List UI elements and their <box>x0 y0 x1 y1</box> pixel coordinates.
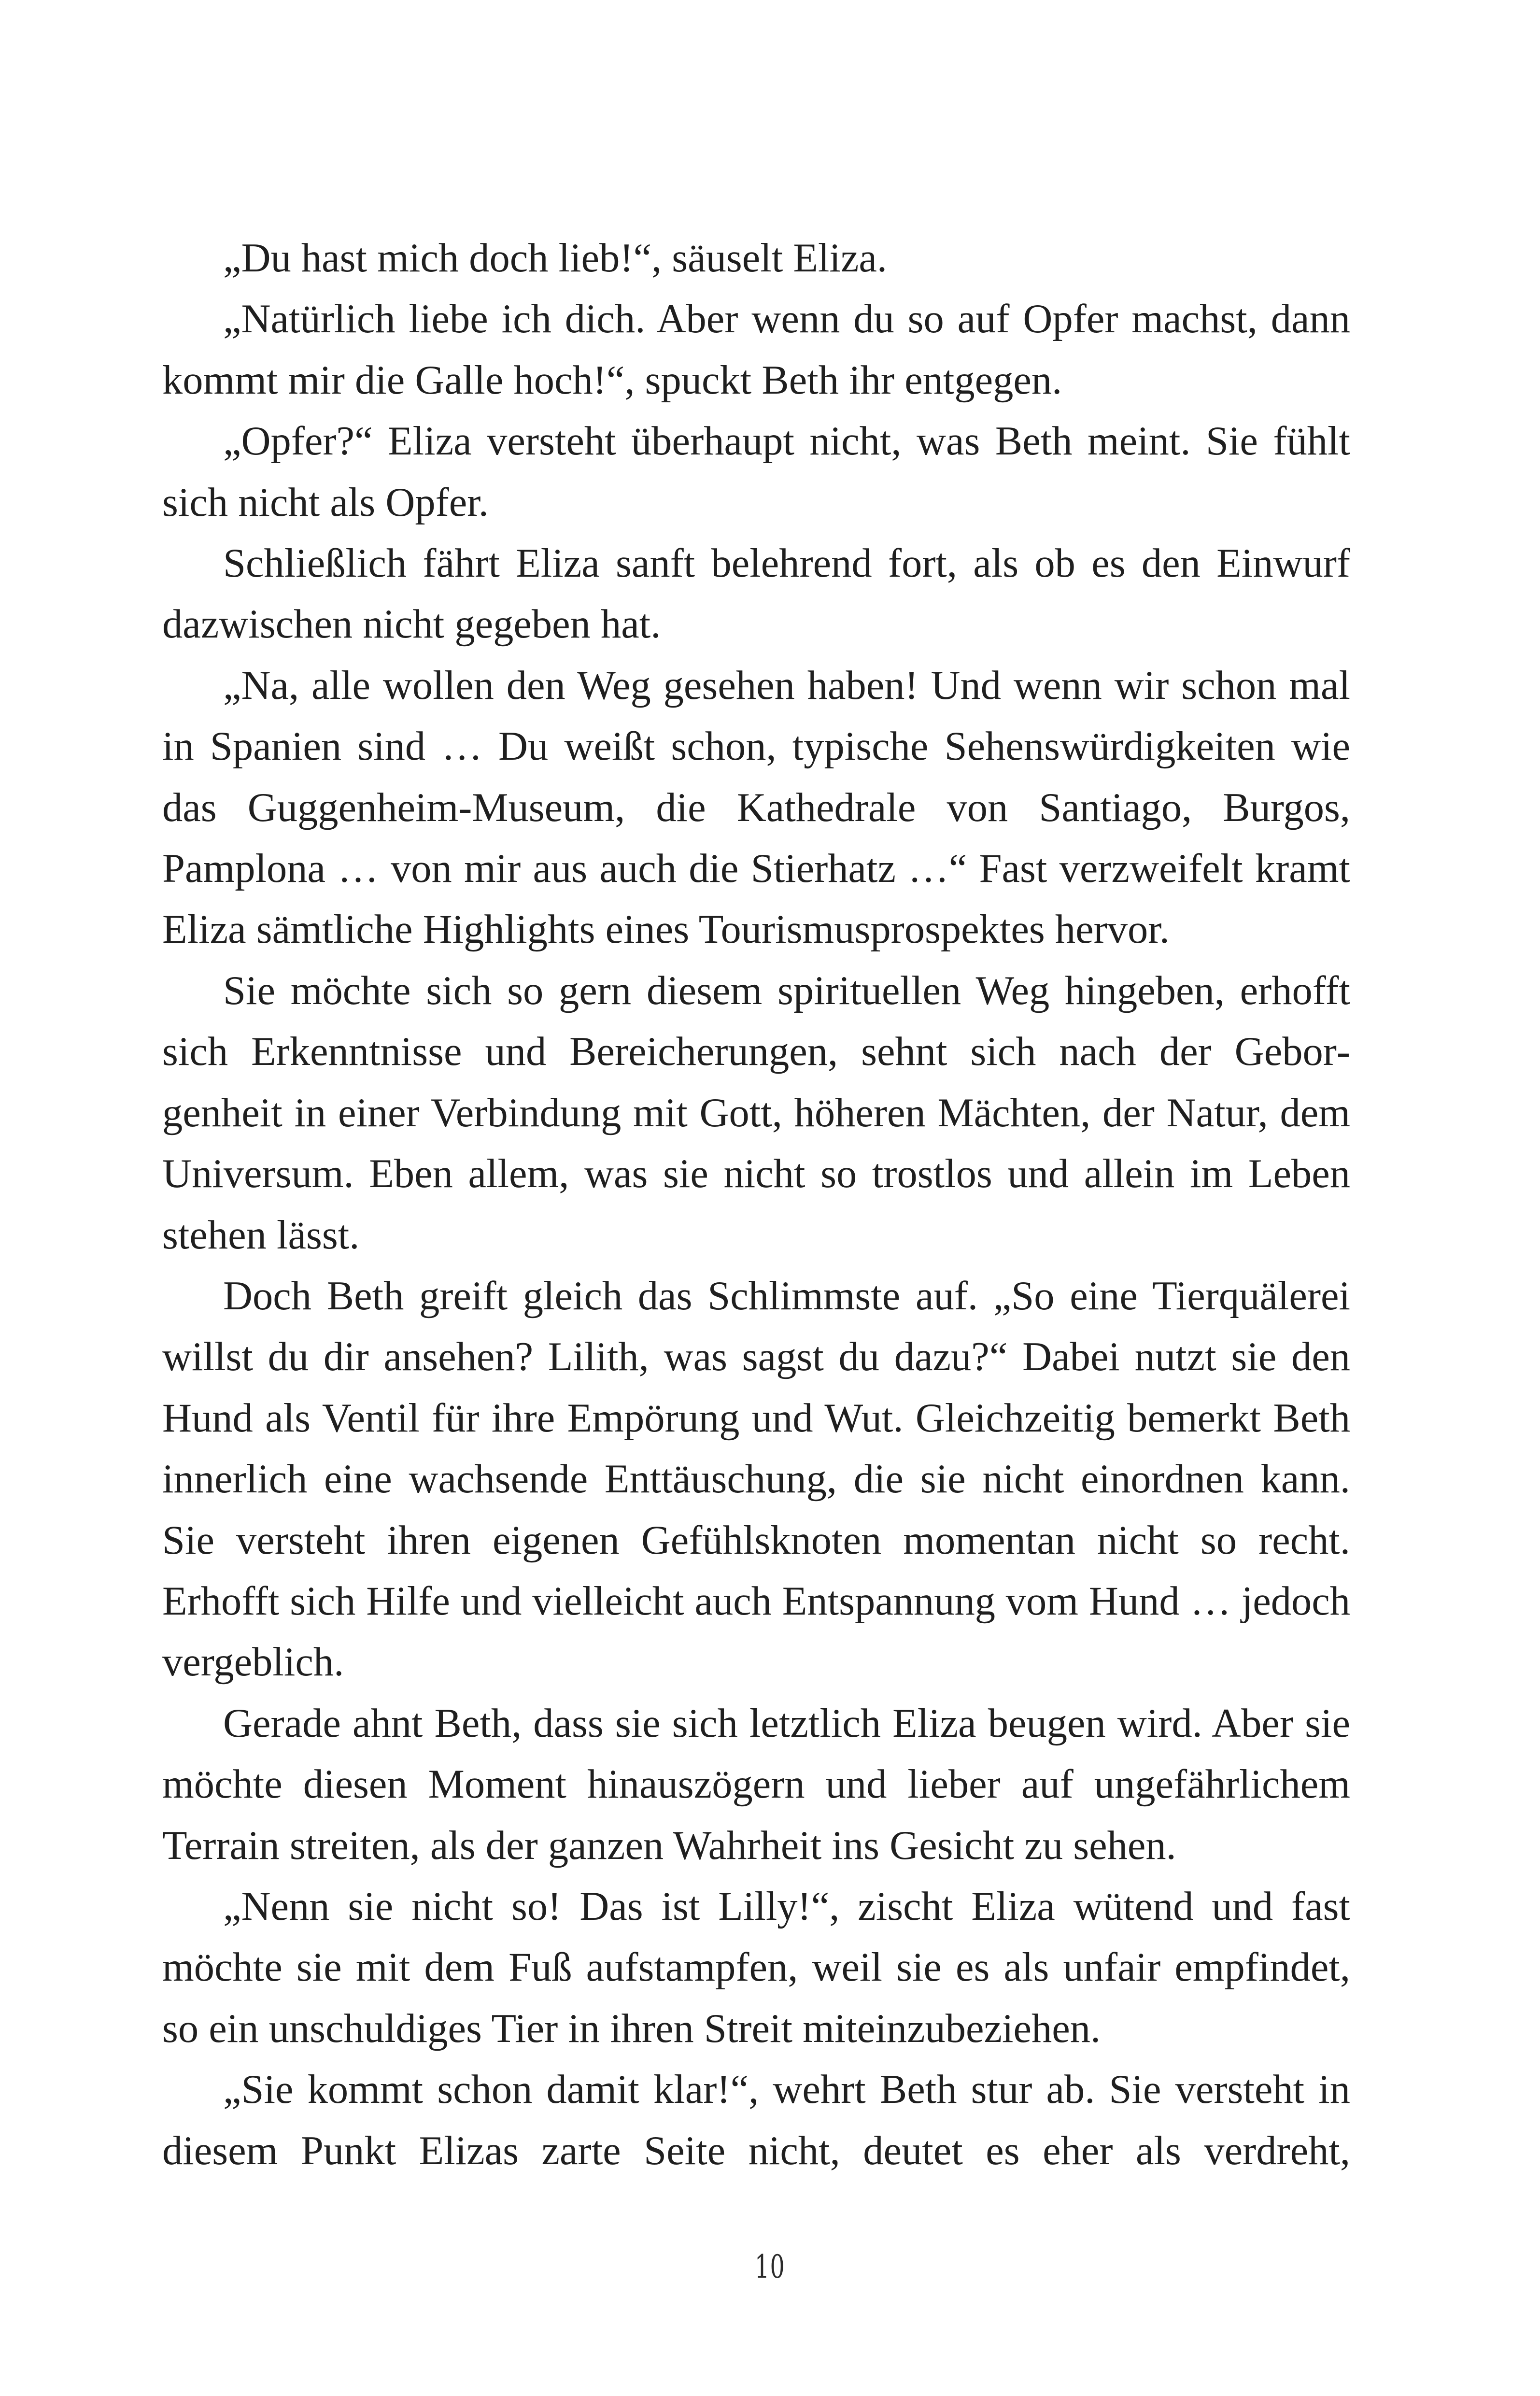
paragraph: Schließlich fährt Eliza sanft belehrend fort, als ob es den Einwurf dazwischen nicht gegeben hat. <box>162 541 1350 647</box>
paragraph: „Nenn sie nicht so! Das ist Lilly!“, zischt Eliza wütend und fast möchte sie mit dem Fuß aufstampfen, weil sie es als unfair empfindet, so ein unschuldiges Tier in ihren Streit miteinzubeziehen. <box>162 1884 1350 2051</box>
paragraph: Sie möchte sich so gern diesem spirituellen Weg hingeben, erhofft sich Erkenntnisse und Bereicherungen, sehnt sich nach der Geborgenheit in einer Verbindung mit Gott, höheren Mächten, der Natur, dem Universum. Eben allem, was sie nicht so trostlos und allein im Leben stehen lässt. <box>162 968 1350 1258</box>
paragraph: „Na, alle wollen den Weg gesehen haben! Und wenn wir schon mal in Spanien sind … Du weißt schon, typische Sehenswürdigkeiten wie das Guggenheim-Museum, die Kathedrale von Santiago, Burgos, Pamplona … von mir aus auch die Stierhatz …“ Fast verzweifelt kramt Eliza sämtliche Highlights eines Tourismusprospektes hervor. <box>162 663 1350 952</box>
paragraph: Doch Beth greift gleich das Schlimmste auf. „So eine Tierquälerei willst du dir ansehen? Lilith, was sagst du dazu?“ Dabei nutzt sie den Hund als Ventil für ihre Empörung und Wut. Gleichzeitig bemerkt Beth innerlich eine wachsende Enttäuschung, die sie nicht einordnen kann. Sie versteht ihren eigenen Gefühlsknoten momentan nicht so recht. Erhofft sich Hilfe und vielleicht auch Entspannung vom Hund … jedoch vergeblich. <box>162 1273 1350 1685</box>
paragraph: „Sie kommt schon damit klar!“, wehrt Beth stur ab. Sie versteht in diesem Punkt Elizas zarte Seite nicht, deutet es eher als verdreht, <box>162 2067 1350 2173</box>
paragraph: Gerade ahnt Beth, dass sie sich letztlich Eliza beugen wird. Aber sie möchte diesen Moment hinauszögern und lieber auf ungefährlichem Terrain streiten, als der ganzen Wahrheit ins Gesicht zu sehen. <box>162 1701 1350 1868</box>
paragraph: „Natürlich liebe ich dich. Aber wenn du so auf Opfer machst, dann kommt mir die Galle hoch!“, spuckt Beth ihr entgegen. <box>162 297 1350 403</box>
paragraph: „Opfer?“ Eliza versteht überhaupt nicht, was Beth meint. Sie fühlt sich nicht als Opfer. <box>162 419 1350 525</box>
page-number: 10 <box>754 2248 786 2285</box>
body-text <box>162 228 1350 2182</box>
paragraph: „Du hast mich doch lieb!“, säuselt Eliza. <box>223 236 888 281</box>
